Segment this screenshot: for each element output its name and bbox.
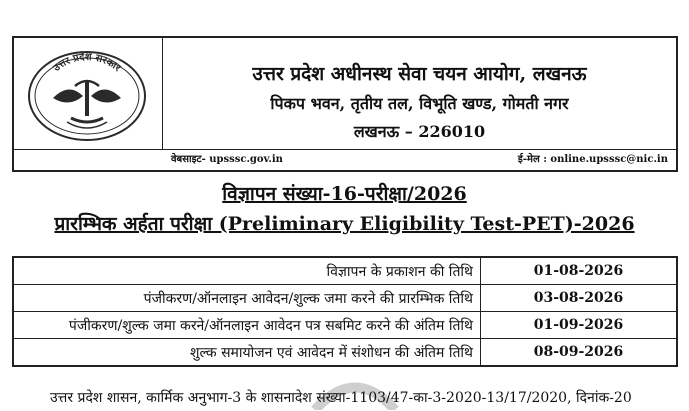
date-value: 08-09-2026 xyxy=(481,339,678,367)
org-city: लखनऊ – 226010 xyxy=(353,122,486,141)
table-row xyxy=(13,312,677,339)
website-text: वेबसाइट- upsssc.gov.in xyxy=(171,154,283,165)
org-cell xyxy=(163,38,676,149)
table-row xyxy=(13,257,677,285)
header-box xyxy=(12,36,678,172)
date-value: 03-08-2026 xyxy=(481,285,678,312)
email-text: ई-मेल : online.upsssc@nic.in xyxy=(517,154,668,165)
date-label: पंजीकरण/ऑनलाइन आवेदन/शुल्क जमा करने की प्रारम्भिक तिथि xyxy=(13,285,481,312)
logo-cell xyxy=(14,38,163,149)
org-name: उत्तर प्रदेश अधीनस्थ सेवा चयन आयोग, लखनऊ xyxy=(252,63,587,85)
date-value: 01-09-2026 xyxy=(481,312,678,339)
footer-text: उत्तर प्रदेश शासन, कार्मिक अनुभाग-3 के शासनादेश संख्या-1103/47-का-3-2020-13/17/2020, दिनांक-20 xyxy=(50,390,632,406)
logo-caption: उत्तर प्रदेश सरकार xyxy=(51,51,123,74)
up-government-emblem-icon xyxy=(23,46,151,142)
exam-title xyxy=(0,210,689,236)
advertisement-number-text: विज्ञापन संख्या-16-परीक्षा/2026 xyxy=(222,183,467,205)
date-label: पंजीकरण/शुल्क जमा करने/ऑनलाइन आवेदन पत्र सबमिट करने की अंतिम तिथि xyxy=(13,312,481,339)
advertisement-number xyxy=(0,180,689,206)
org-address: पिकप भवन, तृतीय तल, विभूति खण्ड, गोमती नगर xyxy=(270,94,569,113)
table-row xyxy=(13,339,677,367)
exam-title-text: प्रारम्भिक अर्हता परीक्षा (Preliminary Eligibility Test-PET)-2026 xyxy=(54,213,635,235)
dates-table xyxy=(12,256,678,367)
table-row xyxy=(13,285,677,312)
contact-row xyxy=(14,149,676,170)
date-label: शुल्क समायोजन एवं आवेदन में संशोधन की अंतिम तिथि xyxy=(13,339,481,367)
svg-text:उत्तर प्रदेश सरकार xyxy=(51,50,123,75)
date-value: 01-08-2026 xyxy=(481,257,678,285)
date-label: विज्ञापन के प्रकाशन की तिथि xyxy=(13,257,481,285)
